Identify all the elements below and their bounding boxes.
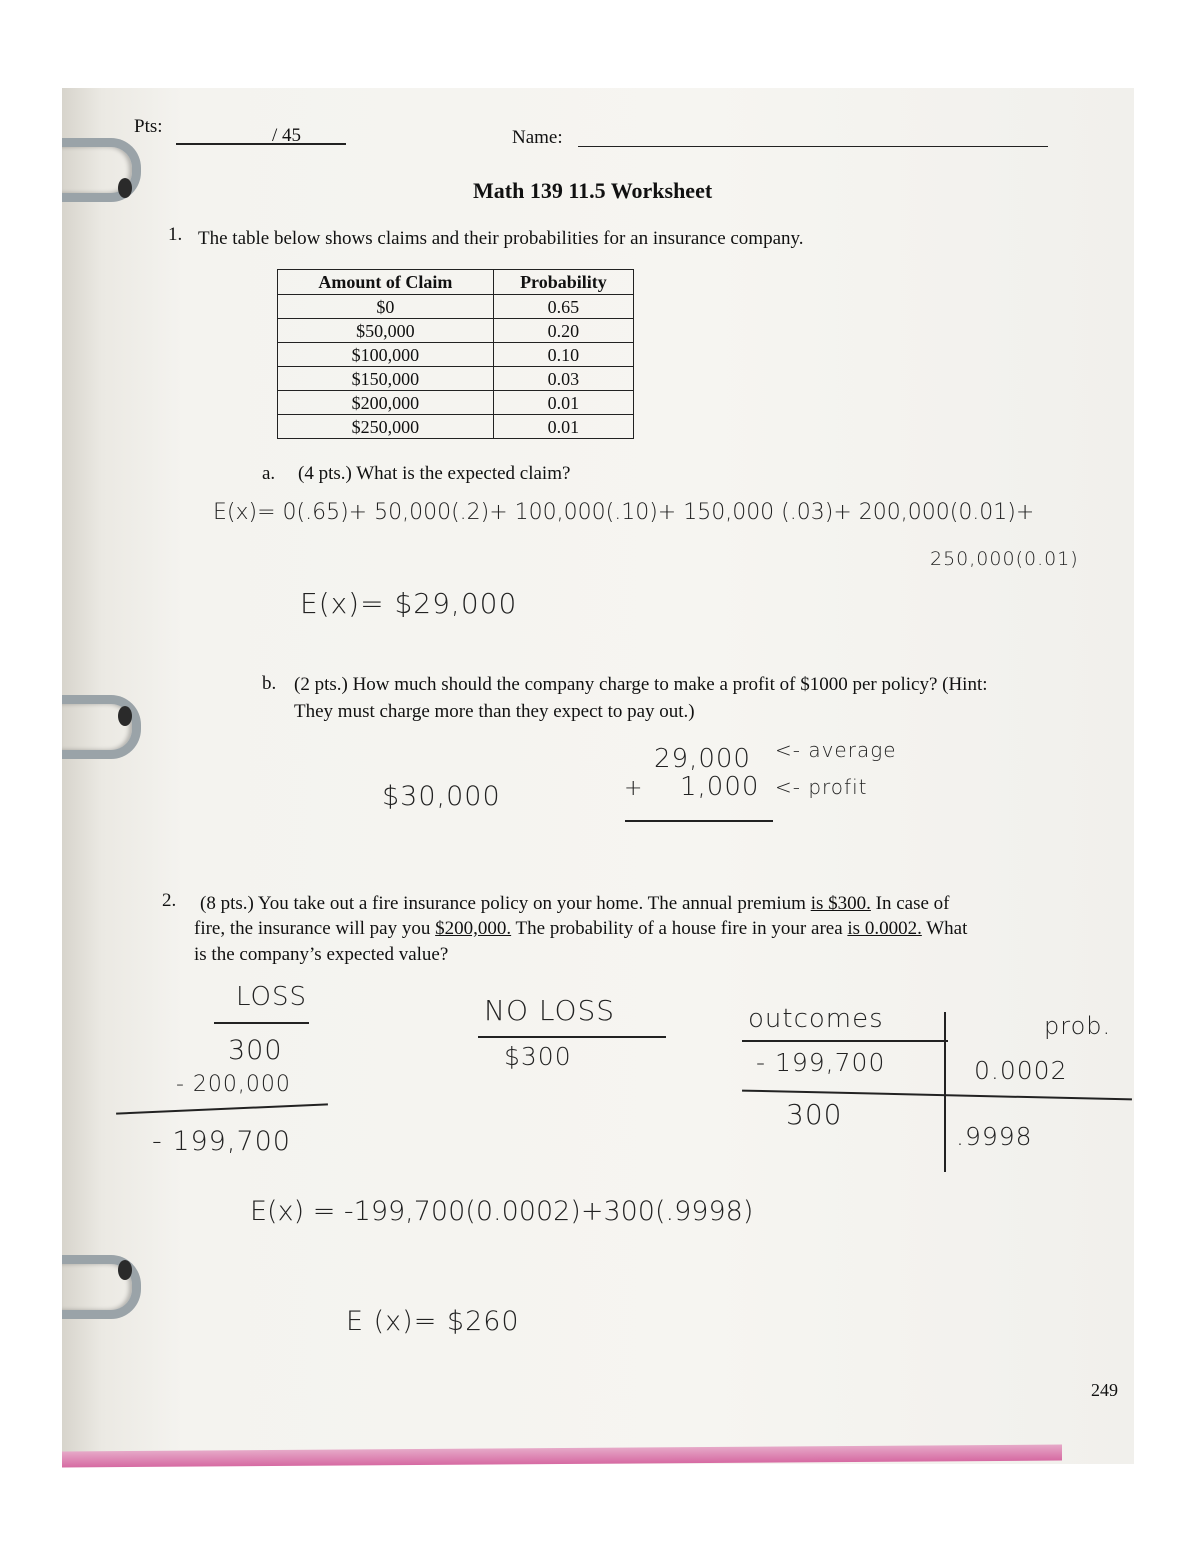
q2-payout: $200,000. — [435, 918, 512, 939]
q1a-prompt: (4 pts.) What is the expected claim? — [298, 463, 571, 484]
loss-result: - 199,700 — [152, 1126, 291, 1157]
claim-probability: 0.65 — [493, 295, 633, 319]
punch-hole-top — [118, 178, 132, 198]
no-loss-underline — [478, 1036, 666, 1038]
table-row — [278, 391, 634, 415]
outcomes-header-line — [742, 1040, 948, 1042]
q2-prompt-line1 — [200, 893, 949, 915]
claim-probability: 0.01 — [493, 391, 633, 415]
claim-probability: 0.03 — [493, 367, 633, 391]
loss-heading: LOSS — [236, 982, 308, 1012]
q1b-answer: $30,000 — [382, 781, 501, 812]
q2-answer: E (x)= $260 — [346, 1306, 520, 1337]
q2-prompt-text: What — [921, 918, 968, 939]
claim-amount: $200,000 — [278, 391, 494, 415]
q2-prompt-line3: is the company’s expected value? — [194, 944, 449, 965]
q1b-sum-line — [625, 820, 773, 822]
q2-probability: is 0.0002. — [847, 918, 922, 939]
outcome-loss-prob: 0.0002 — [974, 1056, 1068, 1085]
pts-label: Pts: — [134, 116, 163, 137]
q1b-plus-sign: + — [624, 776, 644, 801]
outcome-loss: - 199,700 — [756, 1048, 886, 1077]
table-row — [278, 367, 634, 391]
q1b-label: b. — [262, 673, 277, 694]
claims-table — [277, 269, 634, 439]
q1b-average-note: <- average — [775, 738, 897, 762]
prob-heading: prob. — [1044, 1012, 1112, 1040]
claim-amount: $50,000 — [278, 319, 494, 343]
table-row — [278, 295, 634, 319]
claims-header-probability: Probability — [493, 270, 633, 295]
name-label: Name: — [512, 127, 563, 148]
q1a-answer: E(x)= $29,000 — [300, 587, 518, 620]
pts-underline — [176, 143, 346, 145]
q1a-label: a. — [262, 463, 276, 484]
q1a-work-line2: 250,000(0.01) — [930, 548, 1079, 570]
q2-prompt-text: (8 pts.) You take out a fire insurance policy on your home. The annual premium — [200, 893, 811, 914]
q2-premium: is $300. — [810, 893, 871, 914]
claim-probability: 0.01 — [493, 415, 633, 439]
page-title: Math 139 11.5 Worksheet — [473, 178, 713, 203]
q1b-profit-value: 1,000 — [680, 772, 760, 802]
q2-prompt-text: The probability of a house fire in your area — [511, 918, 848, 939]
table-row — [278, 415, 634, 439]
punch-hole-middle — [118, 706, 132, 726]
q1b-profit-note: <- profit — [775, 775, 868, 799]
name-underline — [578, 146, 1048, 147]
q1b-prompt-line1: (2 pts.) How much should the company charge to make a profit of $1000 per policy? (Hint: — [294, 674, 988, 695]
no-loss-value: $300 — [504, 1042, 572, 1071]
loss-payout: - 200,000 — [176, 1072, 291, 1097]
table-row — [278, 319, 634, 343]
claim-amount: $250,000 — [278, 415, 494, 439]
q2-work: E(x) = -199,700(0.0002)+300(.9998) — [250, 1196, 754, 1227]
claim-amount: $150,000 — [278, 367, 494, 391]
claims-header-amount: Amount of Claim — [278, 270, 494, 295]
q1-prompt: The table below shows claims and their probabilities for an insurance company. — [198, 228, 804, 249]
outcome-no-loss-prob: .9998 — [956, 1122, 1033, 1151]
claim-probability: 0.10 — [493, 343, 633, 367]
claim-amount: $100,000 — [278, 343, 494, 367]
punch-hole-bottom — [118, 1260, 132, 1280]
q1-number: 1. — [168, 224, 183, 245]
table-row — [278, 343, 634, 367]
binder-ring-middle — [62, 695, 141, 759]
claim-amount: $0 — [278, 295, 494, 319]
q2-prompt-text: fire, the insurance will pay you — [194, 918, 436, 939]
q1a-work-line1: E(x)= 0(.65)+ 50,000(.2)+ 100,000(.10)+ 150,000 (.03)+ 200,000(0.01)+ — [213, 500, 1035, 525]
no-loss-heading: NO LOSS — [484, 994, 616, 1027]
q1b-average-value: 29,000 — [654, 744, 751, 774]
claims-table-header — [278, 270, 634, 295]
page-number: 249 — [1091, 1380, 1118, 1400]
q1b-prompt-line2: They must charge more than they expect to pay out.) — [294, 701, 695, 722]
q2-prompt-line2 — [194, 918, 967, 940]
claim-probability: 0.20 — [493, 319, 633, 343]
q2-number: 2. — [162, 890, 177, 911]
pts-total: / 45 — [272, 125, 302, 146]
outcome-no-loss: 300 — [786, 1098, 843, 1131]
outcomes-heading: outcomes — [748, 1004, 884, 1034]
loss-premium: 300 — [228, 1035, 283, 1066]
loss-heading-underline — [214, 1022, 309, 1024]
q2-prompt-text: In case of — [870, 893, 950, 914]
outcomes-divider — [944, 1012, 946, 1172]
